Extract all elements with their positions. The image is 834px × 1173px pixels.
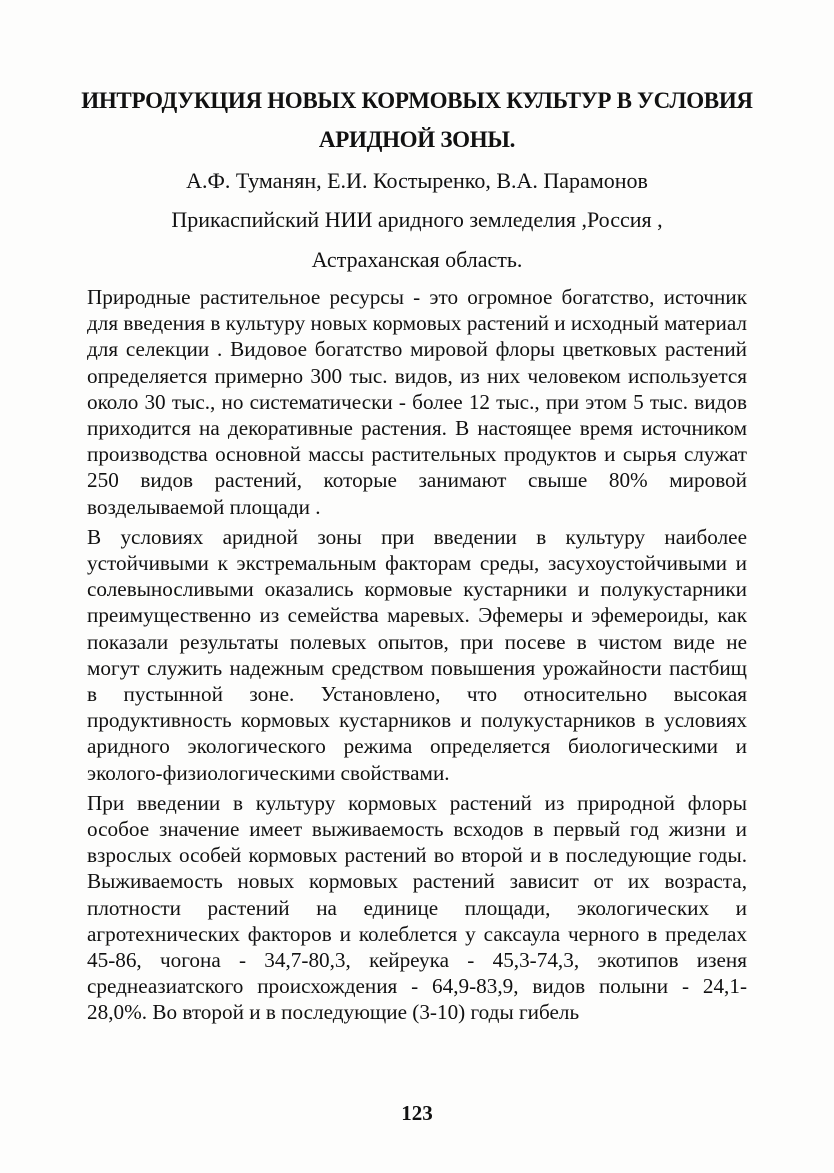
title-line-2: АРИДНОЙ ЗОНЫ.	[318, 127, 516, 152]
authors: А.Ф. Туманян, Е.И. Костыренко, В.А. Парамонов	[186, 168, 648, 193]
region: Астраханская область.	[311, 247, 523, 272]
paragraph-1: Природные растительное ресурсы - это огромное богатство, источник для введения в культуру новых кормовых растений и исходный материал для селекции . Видовое богатство мировой флоры цветковых растений определяется примерно 300 тыс. видов, из них человеком используется около 30 тыс., но систематически - более 12 тыс., при этом 5 тыс. видов приходится на декоративные растения. В настоящее время источником производства основной массы растительных продуктов и сырья служат 250 видов растений, которые занимают свыше 80% мировой возделываемой площади .	[87, 285, 747, 519]
page-number: 123	[401, 1101, 433, 1125]
body-text	[87, 284, 747, 1030]
paragraph-3: При введении в культуру кормовых растений из природной флоры особое значение имеет выживаемость всходов в первый год жизни и взрослых особей кормовых растений во второй и в последующие годы. Выживаемость новых кормовых растений зависит от их возраста, плотности растений на единице площади, экологических и агротехнических факторов и колеблется у саксаула черного в пределах 45-86, чогона - 34,7-80,3, кейреука - 45,3-74,3, экотипов изеня среднеазиатского происхождения - 64,9-83,9, видов полыни - 24,1-28,0%. Во второй и в последующие (3-10) годы гибель	[87, 790, 747, 1025]
paragraph-2: В условиях аридной зоны при введении в культуру наиболее устойчивыми к экстремальным факторам среды, засухоустойчивыми и солевыносливыми оказались кормовые кустарники и полукустарники преимущественно из семейства маревых. Эфемеры и эфемероиды, как показали результаты полевых опытов, при посеве в чистом виде не могут служить надежным средством повышения урожайности пастбищ в пустынной зоне. Установлено, что относительно высокая продуктивность кормовых кустарников и полукустарников в условиях аридного экологического режима определяется биологическими и эколого-физиологическими свойствами.	[87, 524, 747, 785]
affiliation: Прикаспийский НИИ аридного земледелия ,Россия ,	[171, 207, 663, 232]
title-line-1: ИНТРОДУКЦИЯ НОВЫХ КОРМОВЫХ КУЛЬТУР В УСЛОВИЯ	[81, 88, 753, 113]
